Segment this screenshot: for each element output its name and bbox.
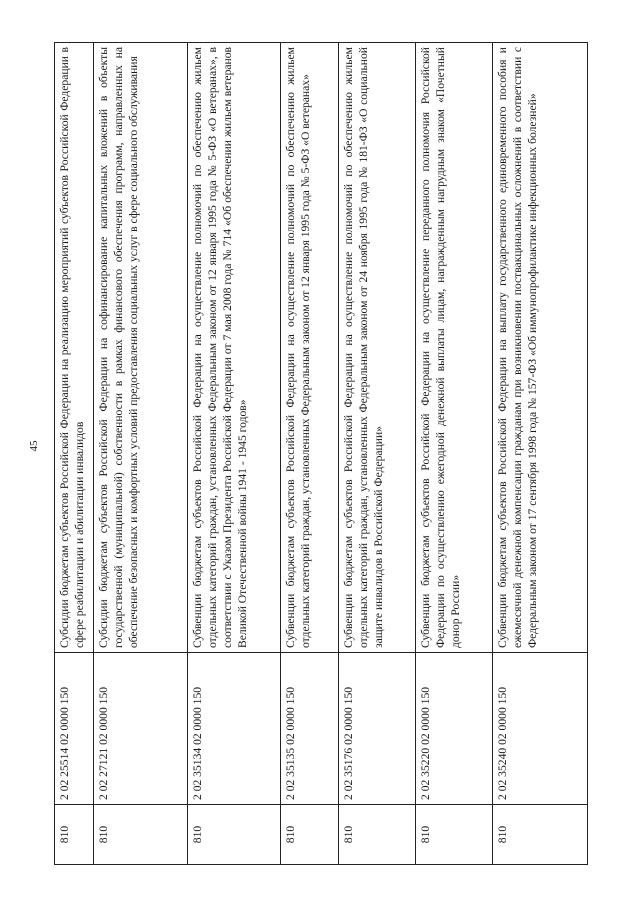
- table-row: [339, 43, 416, 865]
- revenue-name-cell: Субсидии бюджетам субъектов Российской Федерации на софинансирование капитальных вложений в объекты государственной (муниципальной) собственности в рамках финансового обеспечения программ, направленных на обеспечение безопасных и комфортных условий предоставления социальных услуг в сфере социального обслуживания: [94, 43, 187, 653]
- revenue-name-cell: Субвенции бюджетам субъектов Российской Федерации на осуществление переданного полномочия Российской Федерации по осуществлению ежегодной денежной выплаты лицам, награжденным нагрудным знаком «Почетный донор России»: [415, 43, 492, 653]
- revenue-codes-table: [54, 42, 588, 865]
- revenue-name-cell: Субвенции бюджетам субъектов Российской Федерации на осуществление полномочий по обеспечению жильем отдельных категорий граждан, установленных Федеральным законом от 12 января 1995 года № 5-ФЗ «О ветеранах», в соответствии с Указом Президента Российской Федерации от 7 мая 2008 года № 714 «Об обеспечении жильем ветеранов Великой Отечественной войны 1941 - 1945 годов»: [187, 43, 280, 653]
- table-row: [492, 43, 587, 865]
- revenue-code-cell: 2 02 35240 02 0000 150: [492, 653, 587, 805]
- admin-code-cell: 810: [339, 805, 416, 865]
- admin-code-cell: 810: [281, 805, 339, 865]
- revenue-code-cell: 2 02 35135 02 0000 150: [281, 653, 339, 805]
- rotated-table-frame: [54, 42, 588, 865]
- revenue-code-cell: 2 02 35176 02 0000 150: [339, 653, 416, 805]
- table-row: [415, 43, 492, 865]
- page-number: 45: [28, 440, 40, 452]
- revenue-code-cell: 2 02 27121 02 0000 150: [94, 653, 187, 805]
- admin-code-cell: 810: [415, 805, 492, 865]
- rotated-table-wrapper: [54, 42, 588, 865]
- table-row: [281, 43, 339, 865]
- table-row: [187, 43, 280, 865]
- revenue-name-cell: Субвенции бюджетам субъектов Российской Федерации на осуществление полномочий по обеспечению жильем отдельных категорий граждан, установленных Федеральным законом от 24 ноября 1995 года № 181-ФЗ «О социальной защите инвалидов в Российской Федерации»: [339, 43, 416, 653]
- revenue-name-cell: Субсидии бюджетам субъектов Российской Федерации на реализацию мероприятий субъектов Российской Федерации в сфере реабилитации и абилитации инвалидов: [55, 43, 94, 653]
- admin-code-cell: 810: [492, 805, 587, 865]
- admin-code-cell: 810: [94, 805, 187, 865]
- revenue-code-cell: 2 02 25514 02 0000 150: [55, 653, 94, 805]
- admin-code-cell: 810: [187, 805, 280, 865]
- revenue-name-cell: Субвенции бюджетам субъектов Российской Федерации на выплату государственного единовременного пособия и ежемесячной денежной компенсации гражданам при возникновении поствакцинальных осложнений в соответствии с Федеральным законом от 17 сентября 1998 года № 157-ФЗ «Об иммунопрофилактике инфекционных болезней»: [492, 43, 587, 653]
- revenue-name-cell: Субвенции бюджетам субъектов Российской Федерации на осуществление полномочий по обеспечению жильем отдельных категорий граждан, установленных Федеральным законом от 12 января 1995 года № 5-ФЗ «О ветеранах»: [281, 43, 339, 653]
- revenue-code-cell: 2 02 35134 02 0000 150: [187, 653, 280, 805]
- admin-code-cell: 810: [55, 805, 94, 865]
- table-row: [94, 43, 187, 865]
- revenue-code-cell: 2 02 35220 02 0000 150: [415, 653, 492, 805]
- table-row: [55, 43, 94, 865]
